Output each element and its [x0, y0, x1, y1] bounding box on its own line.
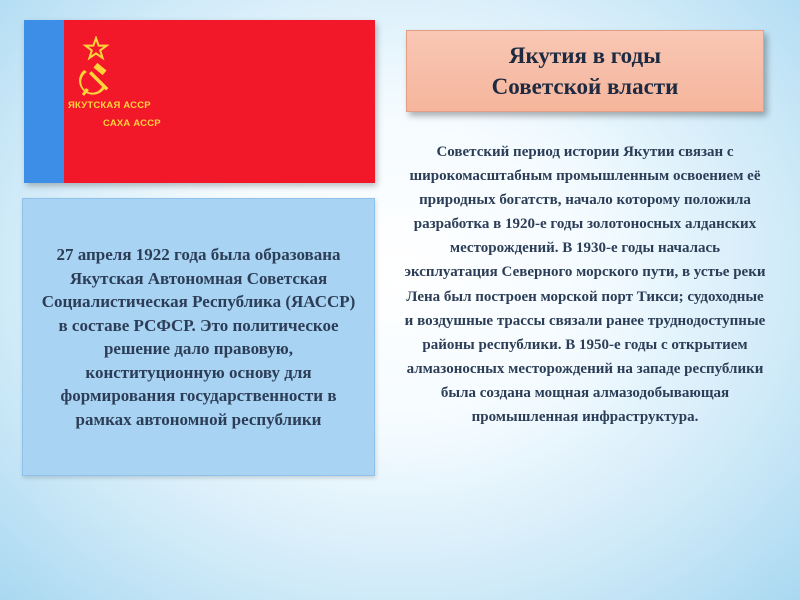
formation-info-box	[22, 198, 375, 476]
flag-caption-line2: САХА АССР	[103, 118, 161, 129]
soviet-period-text: Советский период истории Якутии связан с широкомасштабным промышленным освоением её природных богатств, начало которому положила разработка в 1920-е годы золотоносных алданских месторождений. В 1930-е годы началась эксплуатация Северного морского пути, в устье реки Лена был построен морской порт Тикси; судоходные и воздушные трассы связали ранее труднодоступные районы республики. В 1950-е годы с открытием алмазоносных месторождений на западе республики была создана мощная алмазодобывающая промышленная инфраструктура.	[404, 144, 766, 426]
slide-title-box	[406, 30, 764, 112]
flag-caption-line1: ЯКУТСКАЯ АССР	[68, 100, 151, 111]
title-line2: Советской власти	[491, 74, 679, 99]
title-line1: Якутия в годы	[508, 43, 662, 68]
flag-blue-stripe	[24, 20, 64, 183]
slide-title	[492, 40, 679, 102]
formation-info-text: 27 апреля 1922 года была образована Якутская Автономная Советская Социалистическая Республика (ЯАССР) в составе РСФСР. Это политическое решение дало правовую, конституционную основу для формирования государственности в рамках автономной республики	[41, 245, 356, 429]
hammer-sickle-star-icon	[76, 36, 116, 104]
yakut-assr-flag	[24, 20, 375, 183]
